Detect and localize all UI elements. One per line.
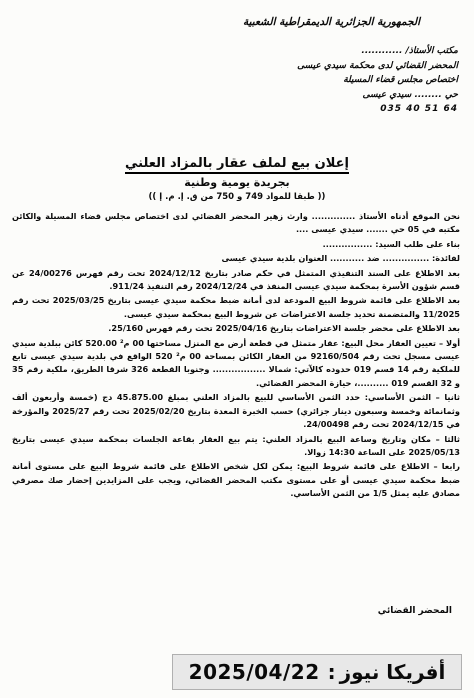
section-property: أولا – تعيين العقار محل البيع: عقار متمثل في قطعة أرض مع المنزل مساحتها 00 م² 520.00 كائن ببلدية سيدي عيسى مسجل تحت رقم 92160/504 من العقار الكائن بمساحة 00 م² 520 الواقع في بلدية سيدي عيسى تابع للملكية رقم 14 قسم 019 حدوده كالآتي: شمالا ................. وجنوبا القطعة 326 شرقا الطريق، ملكية رقم 35 و 32 القسم 019 ..........، حيازة المحضر القضائي. [12,337,461,388]
office-line: اختصاص مجلس قضاء المسيلة [343,75,458,85]
legal-reference: (( طبقا للمواد 749 و 750 من ق. إ. م. إ )) [148,192,326,202]
republic-header: الجمهورية الجزائرية الديمقراطية الشعبية [242,16,420,28]
body-paragraph: بعد الاطلاع على محضر جلسة الاعتراضات بتاريخ 2025/04/16 تحت رقم فهرس 25/160. [108,323,460,334]
bailiff-office-block [238,44,458,117]
section-auction-time: ثالثا – مكان وتاريخ وساعة البيع بالمزاد العلني: يتم بيع العقار بقاعة الجلسات بمحكمة سيدي عيسى بتاريخ 2025/05/13 على الساعة 14:30 زوالا. [12,433,460,457]
office-line: مكتب الأستاذ/ ............ [361,46,458,56]
office-line: حي ........ سيدي عيسى [362,89,458,100]
section-base-price: ثانيا – الثمن الأساسي: حدد الثمن الأساسي للبيع بالمزاد العلني بمبلغ 45.875.00 دج (خمسة وأربعون ألف وثمانمائة وخمسة وسبعون دينار جزائري) حسب الخبرة المعدة بتاريخ 2025/02/20 تحت رقم 2025/27 والمؤرخة في 2024/12/15 تحت رقم 24/00498. [12,392,460,430]
body-paragraph: بعد الاطلاع على السند التنفيذي المتمثل في حكم صادر بتاريخ 2024/12/12 تحت رقم فهرس 24/00276 عن قسم شؤون الأسرة بمحكمة سيدي عيسى المنفذ في 2024/12/24 رقم التنفيذ 911/24. [12,267,460,292]
body-paragraph: نحن الموقع أدناه الأستاذ .............. وارث زهير المحضر القضائي لدى اختصاص مجلس قضاء المسيلة والكائن مكتبه في 05 حي ....... سيدي عيسى .... [12,211,460,235]
bailiff-signature: المحضر القضائي [377,606,452,616]
section-conditions: رابعا – الاطلاع على قائمة شروط البيع: يمكن لكل شخص الاطلاع على قائمة شروط البيع على مستوى أمانة ضبط محكمة سيدي عيسى أو على مستوى مكتب المحضر القضائي، ويجب على المزايدين إحضار صك مصرفي مصادق عليه يمثل 1/5 من الثمن الأساسي. [12,461,460,499]
notice-body [12,210,460,502]
body-paragraph: بعد الاطلاع على قائمة شروط البيع المودعة لدى أمانة ضبط محكمة سيدي عيسى بتاريخ 2025/03/25 تحت رقم 11/2025 والمتضمنة تحديد جلسة الاعتراضات عن شروط البيع بمحكمة سيدي عيسى. [12,295,460,319]
notice-title [6,156,468,171]
auction-notice-document [6,4,468,632]
publication-date: 2025/04/22 [188,660,320,684]
notice-subtitle: بجريدة يومية وطنية [184,176,290,189]
stamp-separator: : [327,660,336,684]
publication-stamp [172,654,462,690]
notice-title-text: إعلان بيع لملف عقار بالمزاد العلني [125,156,349,174]
office-line: المحضر القضائي لدى محكمة سيدي عيسى [297,60,458,71]
office-phone: 035 40 51 64 [380,104,458,114]
publication-name: أفريكا نيوز [339,660,446,684]
body-paragraph: لفائدة: ............... ضد ........... العنوان بلدية سيدي عيسى [221,253,460,264]
body-paragraph: بناء على طلب السيد: ................ [322,238,460,249]
